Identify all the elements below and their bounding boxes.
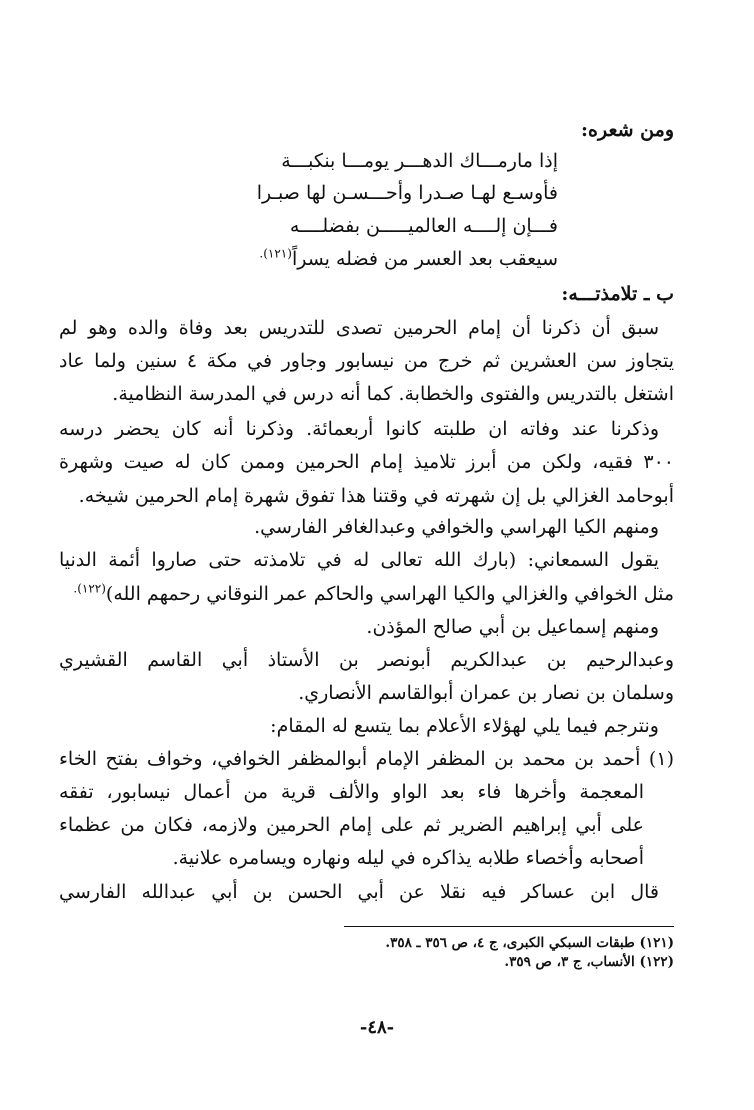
verse-line bbox=[259, 245, 558, 277]
section-heading: ب ـ تلامذتـــه: bbox=[561, 283, 674, 305]
paragraph-line bbox=[73, 580, 674, 612]
paragraph-line: يتجاوز سن العشرين ثم خرج من نيسابور وجاور في مكة ٤ سنين ولما عاد bbox=[59, 350, 674, 372]
paragraph-line: وذكرنا عند وفاته ان طلبته كانوا أربعمائة. وذكرنا أنه كان يحضر درسه bbox=[59, 418, 659, 440]
paragraph-line: أبوحامد الغزالي بل إن شهرته في وقتنا هذا تفوق شهرة إمام الحرمين شيخه. bbox=[78, 485, 674, 507]
footnote: (١٢١) طبقات السبكي الكبرى، ج ٤، ص ٣٥٦ ـ ٣٥٨. bbox=[385, 935, 674, 951]
footnote-marker: (١٢٢). bbox=[73, 581, 106, 596]
paragraph-line: سبق أن ذكرنا أن إمام الحرمين تصدى للتدريس بعد وفاة والده وهو لم bbox=[59, 317, 659, 339]
footnote-marker: (١٢١). bbox=[259, 246, 292, 261]
footnote-separator bbox=[344, 926, 674, 927]
paragraph-line: وعبدالرحيم بن عبدالكريم أبونصر بن الأستاذ أبي القاسم القشيري bbox=[59, 649, 674, 671]
paragraph-line: اشتغل بالتدريس والفتوى والخطابة. كما أنه درس في المدرسة النظامية. bbox=[112, 383, 674, 405]
paragraph-line: ٣٠٠ فقيه، ولكن من أبرز تلاميذ إمام الحرمين وممن كان له صيت وشهرة bbox=[59, 451, 674, 473]
paragraph-line: (١) أحمد بن محمد بن المظفر الإمام أبوالمظفر الخوافي، وخواف بفتح الخاء bbox=[59, 748, 674, 770]
verse-line: إذا مارمـــاك الدهـــر يومـــا بنكبـــة bbox=[281, 150, 558, 172]
verse-line: فأوسـع لهـا صـدرا وأحـــسـن لها صبـرا bbox=[256, 182, 558, 204]
paragraph-line: يقول السمعاني: (بارك الله تعالى له في تلامذته حتى صاروا أئمة الدنيا bbox=[59, 549, 659, 571]
paragraph-line: قال ابن عساكر فيه نقلا عن أبي الحسن بن أبي عبدالله الفارسي bbox=[59, 881, 659, 903]
paragraph-line: ونترجم فيما يلي لهؤلاء الأعلام بما يتسع له المقام: bbox=[270, 715, 659, 737]
page-number: -٤٨- bbox=[359, 1017, 395, 1038]
footnote: (١٢٢) الأنساب، ج ٣، ص ٣٥٩. bbox=[504, 954, 674, 970]
poem-intro: ومن شعره: bbox=[581, 119, 674, 141]
paragraph-line: ومنهم الكيا الهراسي والخوافي وعبدالغافر الفارسي. bbox=[254, 516, 659, 538]
paragraph-text: مثل الخوافي والغزالي والكيا الهراسي والحاكم عمر النوقاني رحمهم الله) bbox=[105, 583, 674, 605]
paragraph-line: وسلمان بن نصار بن عمران أبوالقاسم الأنصاري. bbox=[298, 682, 674, 704]
paragraph-line: المعجمة وأخرها فاء بعد الواو والألف قرية من أعمال نيسابور، تفقه bbox=[59, 781, 644, 803]
verse-text: سيعقب بعد العسر من فضله يسراً bbox=[291, 248, 558, 270]
paragraph-line: على أبي إبراهيم الضرير ثم على إمام الحرمين ولازمه، فكان من عظماء bbox=[59, 814, 644, 836]
verse-line: فـــإن إلــــه العالميـــــن بفضلــــه bbox=[289, 215, 558, 237]
paragraph-line: ومنهم إسماعيل بن أبي صالح المؤذن. bbox=[366, 616, 659, 638]
paragraph-line: أصحابه وأخصاء طلابه يذاكره في ليله ونهاره ويسامره علانية. bbox=[172, 847, 644, 869]
